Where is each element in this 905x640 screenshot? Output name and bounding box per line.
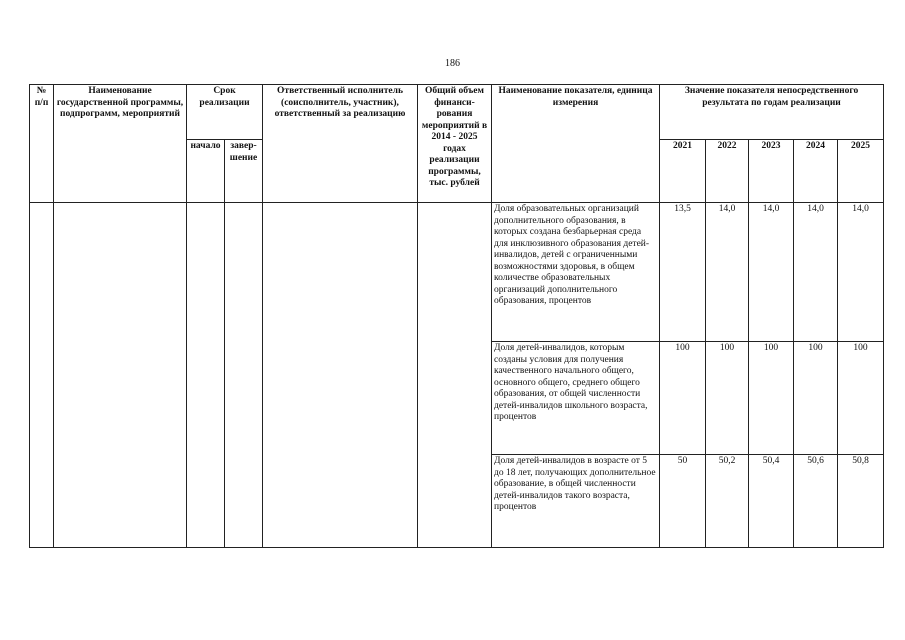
value-cell: 100 bbox=[794, 342, 838, 455]
header-year: 2024 bbox=[794, 140, 838, 203]
page-number: 186 bbox=[445, 58, 460, 69]
cell-term-start bbox=[187, 203, 225, 548]
value-cell: 14,0 bbox=[706, 203, 749, 342]
value-cell: 13,5 bbox=[660, 203, 706, 342]
cell-volume bbox=[418, 203, 492, 548]
value-cell: 100 bbox=[749, 342, 794, 455]
cell-name bbox=[54, 203, 187, 548]
value-cell: 100 bbox=[660, 342, 706, 455]
table-row bbox=[30, 203, 884, 342]
value-cell: 50 bbox=[660, 455, 706, 548]
value-cell: 50,2 bbox=[706, 455, 749, 548]
value-cell: 50,6 bbox=[794, 455, 838, 548]
value-cell: 100 bbox=[706, 342, 749, 455]
indicator-cell: Доля образовательных организаций дополнительного образования, в которых создана безбарьерная среда для инклюзивного образования детей-инвалидов, детей с ограниченными возможностями здоровья, в общем количестве образовательных организаций дополнительного образования, процентов bbox=[492, 203, 660, 342]
header-term: Срок реализации bbox=[187, 85, 263, 140]
header-executor: Ответственный исполнитель (соисполнитель, участник), ответственный за реализацию bbox=[263, 85, 418, 203]
value-cell: 100 bbox=[838, 342, 884, 455]
header-num: № п/п bbox=[30, 85, 54, 203]
header-name: Наименование государственной программы, подпрограмм, мероприятий bbox=[54, 85, 187, 203]
cell-term-end bbox=[225, 203, 263, 548]
header-term-end: завер-шение bbox=[225, 140, 263, 203]
header-year: 2025 bbox=[838, 140, 884, 203]
header-term-start: начало bbox=[187, 140, 225, 203]
value-cell: 14,0 bbox=[749, 203, 794, 342]
cell-executor bbox=[263, 203, 418, 548]
program-table bbox=[29, 84, 884, 548]
indicator-cell: Доля детей-инвалидов в возрасте от 5 до 18 лет, получающих дополнительное образование, в общей численности детей-инвалидов такого возраста, процентов bbox=[492, 455, 660, 548]
value-cell: 14,0 bbox=[838, 203, 884, 342]
header-indicator: Наименование показателя, единица измерения bbox=[492, 85, 660, 203]
value-cell: 50,8 bbox=[838, 455, 884, 548]
header-values-group: Значение показателя непосредственного результата по годам реализации bbox=[660, 85, 884, 140]
header-volume: Общий объем финанси-рования мероприятий в 2014 - 2025 годах реализации программы, тыс. рублей bbox=[418, 85, 492, 203]
value-cell: 14,0 bbox=[794, 203, 838, 342]
header-year: 2023 bbox=[749, 140, 794, 203]
indicator-cell: Доля детей-инвалидов, которым созданы условия для получения качественного начального общего, основного общего, среднего общего образования, от общей численности детей-инвалидов школьного возраста, процентов bbox=[492, 342, 660, 455]
header-year: 2021 bbox=[660, 140, 706, 203]
header-row bbox=[30, 85, 884, 140]
header-year: 2022 bbox=[706, 140, 749, 203]
value-cell: 50,4 bbox=[749, 455, 794, 548]
cell-num bbox=[30, 203, 54, 548]
